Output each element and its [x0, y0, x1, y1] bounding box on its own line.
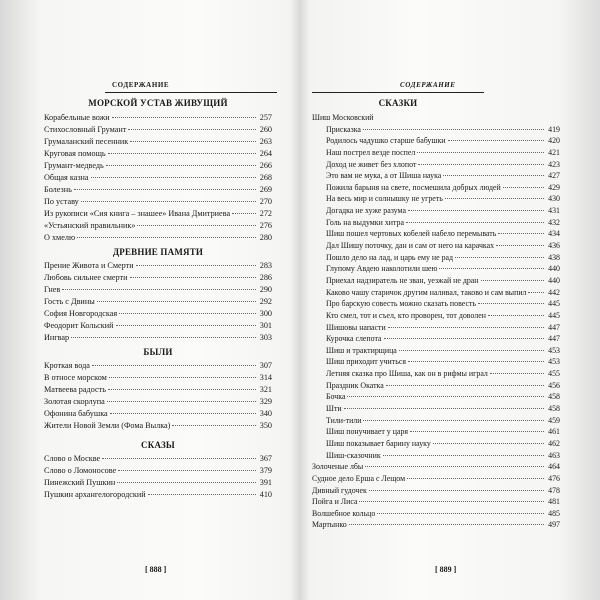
toc-entry-page: 430 — [548, 194, 560, 204]
header-rule — [312, 92, 484, 93]
toc-entry-title: На весь мир и солнышку не угреть — [326, 194, 443, 204]
dot-leader — [109, 376, 256, 378]
dot-leader — [365, 465, 544, 467]
toc-entry-title: Грумант-медведь — [44, 161, 104, 170]
dot-leader — [388, 326, 544, 328]
toc-entry — [312, 170, 560, 182]
dot-leader — [108, 388, 256, 390]
dot-leader — [81, 200, 256, 202]
toc-entry — [44, 360, 272, 372]
toc-entry — [312, 159, 560, 171]
toc-entry-title: Шиш приходит учиться — [326, 357, 406, 367]
dot-leader — [528, 291, 544, 293]
dot-leader — [137, 224, 256, 226]
toc-entry-page: 455 — [548, 369, 560, 379]
toc-entry — [44, 420, 272, 432]
toc-entry — [44, 136, 272, 148]
toc-entry-page: 283 — [259, 261, 272, 270]
dot-leader — [130, 140, 256, 142]
toc-entry-page: 350 — [259, 421, 272, 430]
toc-entry-page: 447 — [548, 322, 560, 332]
dot-leader — [106, 164, 256, 166]
running-head: СОДЕРЖАНИЕ — [400, 81, 456, 89]
toc-entry-title: Гнев — [44, 285, 61, 294]
toc-entry-page: 264 — [259, 149, 272, 158]
dot-leader — [481, 279, 544, 281]
toc-entry — [312, 438, 560, 450]
dot-leader — [117, 481, 256, 483]
toc-entry — [44, 148, 272, 160]
dot-leader — [91, 176, 256, 178]
toc-entry-page: 436 — [548, 241, 560, 251]
dot-leader — [108, 152, 256, 154]
dot-leader — [443, 174, 544, 176]
toc-entry-title: Дал Шишу поточку, дан и сам от него на карачках — [326, 241, 495, 251]
dot-leader — [417, 151, 544, 153]
toc-entry-title: Шиш пошел чертовых кобелей набело перемывать — [326, 229, 497, 239]
toc-entry-title: Золоченые лбы — [312, 462, 364, 472]
dot-leader — [386, 384, 544, 386]
toc-entry-page: 303 — [259, 333, 272, 342]
toc-entry — [312, 135, 560, 147]
dot-leader — [496, 244, 544, 246]
section-title: МОРСКОЙ УСТАВ ЖИВУЩИЙ — [88, 98, 228, 108]
toc-entry — [44, 196, 272, 208]
toc-entry-page: 321 — [259, 385, 272, 394]
toc-entry-title: Слово о Москве — [44, 454, 101, 463]
toc-list — [44, 453, 272, 501]
toc-entry — [312, 403, 560, 415]
toc-entry — [44, 408, 272, 420]
dot-leader — [399, 349, 544, 351]
toc-entry-title: Доход не живет без хлопот — [326, 159, 417, 169]
toc-entry-page: 438 — [548, 252, 560, 262]
toc-entry-title: Болезнь — [44, 185, 72, 194]
toc-entry-page: 391 — [259, 478, 272, 487]
toc-entry-title: Любовь сильнее смерти — [44, 273, 128, 282]
toc-entry-page: 421 — [548, 147, 560, 157]
toc-entry-page: 280 — [259, 233, 272, 242]
dot-leader — [363, 419, 544, 421]
dot-leader — [62, 288, 256, 290]
dot-leader — [102, 457, 256, 459]
toc-entry — [44, 296, 272, 308]
toc-entry-title: Круговая помощь — [44, 149, 106, 158]
toc-entry-page: 431 — [548, 206, 560, 216]
toc-entry-title: Офонина бабушка — [44, 409, 108, 418]
toc-entry — [312, 345, 560, 357]
dot-leader — [344, 407, 544, 409]
toc-entry — [312, 310, 560, 322]
right-page — [300, 0, 600, 600]
section-title: БЫЛИ — [143, 347, 173, 357]
toc-entry-page: 329 — [259, 397, 272, 406]
toc-entry — [44, 160, 272, 172]
toc-entry-page: 478 — [548, 485, 560, 495]
toc-entry-page: 458 — [548, 392, 560, 402]
dot-leader — [110, 412, 256, 414]
dot-leader — [74, 188, 256, 190]
toc-list — [44, 260, 272, 344]
toc-entry — [312, 240, 560, 252]
toc-entry-page: 340 — [259, 409, 272, 418]
section-title: ДРЕВНИЕ ПАМЯТИ — [112, 247, 204, 257]
toc-entry-page: 410 — [259, 490, 272, 499]
toc-entry — [44, 332, 272, 344]
toc-entry — [312, 147, 560, 159]
toc-entry-page: 485 — [548, 508, 560, 518]
toc-entry-page: 292 — [259, 297, 272, 306]
dot-leader — [119, 312, 256, 314]
dot-leader — [347, 395, 544, 397]
toc-entry-page: 481 — [548, 497, 560, 507]
toc-entry — [44, 232, 272, 244]
toc-entry-page: 458 — [548, 404, 560, 414]
toc-entry-title: Пожила барыня на свете, посмешила добрых людей — [326, 182, 501, 192]
dot-leader — [107, 400, 256, 402]
toc-entry-page: 427 — [548, 171, 560, 181]
toc-entry-title: Шиш и трактирщица — [326, 345, 397, 355]
toc-entry-page: 447 — [548, 334, 560, 344]
toc-entry-page: 440 — [548, 264, 560, 274]
toc-list — [44, 360, 272, 432]
toc-list — [312, 112, 560, 531]
toc-entry — [312, 519, 560, 531]
toc-entry — [44, 124, 272, 136]
toc-entry-title: Догадка не хуже разума — [326, 206, 406, 216]
toc-entry-title: Шиш Московский — [312, 113, 374, 122]
toc-entry-title: Корабельные вожи — [44, 113, 110, 122]
toc-entry-page: 270 — [259, 197, 272, 206]
toc-entry — [312, 124, 560, 136]
dot-leader — [359, 500, 544, 502]
dot-leader — [408, 209, 544, 211]
toc-entry — [312, 252, 560, 264]
toc-entry-title: Прение Живота и Смерти — [44, 261, 134, 270]
toc-entry-title: Праздник Окатка — [326, 380, 384, 390]
toc-entry-title: Это вам не мука, а от Шиша наука — [326, 171, 442, 181]
toc-entry-title: Общая казна — [44, 173, 89, 182]
dot-leader — [498, 232, 544, 234]
dot-leader — [363, 128, 544, 130]
toc-entry — [312, 485, 560, 497]
dot-leader — [490, 372, 544, 374]
toc-entry — [312, 461, 560, 473]
dot-leader — [418, 163, 544, 165]
toc-entry — [44, 208, 272, 220]
dot-leader — [488, 314, 544, 316]
toc-entry — [312, 228, 560, 240]
dot-leader — [455, 256, 544, 258]
toc-entry-page: 257 — [259, 113, 272, 122]
toc-entry-title: Шиш понучивает у царя — [326, 427, 409, 437]
toc-entry-page: 445 — [548, 310, 560, 320]
dot-leader — [384, 337, 544, 339]
toc-entry — [312, 368, 560, 380]
toc-entry-page: 423 — [548, 159, 560, 169]
running-head: СОДЕРЖАНИЕ — [112, 81, 170, 89]
toc-entry-page: 260 — [259, 125, 272, 134]
dot-leader — [118, 469, 256, 471]
dot-leader — [349, 523, 544, 525]
toc-entry — [312, 322, 560, 334]
toc-entry-title: Грумаланский песенник — [44, 137, 129, 146]
toc-entry — [44, 184, 272, 196]
toc-entry-page: 286 — [259, 273, 272, 282]
toc-entry-title: Гость с Двины — [44, 297, 95, 306]
toc-entry-page: 272 — [259, 209, 272, 218]
toc-entry-title: Шти — [326, 404, 342, 414]
toc-entry — [44, 172, 272, 184]
toc-entry-title: Глупому Авдею наколотили шею — [326, 264, 438, 274]
toc-entry-page: 445 — [548, 299, 560, 309]
page-number: [ 889 ] — [435, 565, 457, 574]
toc-entry-page: 268 — [259, 173, 272, 182]
toc-entry — [312, 380, 560, 392]
toc-entry-title: Летняя сказка про Шиша, как он в рифмы играл — [326, 369, 488, 379]
toc-entry-page: 429 — [548, 182, 560, 192]
toc-list — [44, 112, 272, 244]
dot-leader — [148, 493, 256, 495]
toc-entry-title: Кроткая вода — [44, 361, 90, 370]
toc-entry — [44, 320, 272, 332]
dot-leader — [377, 512, 544, 514]
dot-leader — [369, 489, 544, 491]
dot-leader — [478, 302, 544, 304]
toc-entry-title: Родилось чадушко старше бабушки — [326, 136, 446, 146]
toc-entry-title: Курочка слепота — [326, 334, 382, 344]
toc-entry-title: Присказка — [326, 124, 361, 134]
toc-entry-title: Шиш-сказочник — [326, 450, 381, 460]
toc-entry-page: 307 — [259, 361, 272, 370]
toc-entry — [44, 112, 272, 124]
toc-entry-page: 419 — [548, 124, 560, 134]
toc-entry-title: Мартынко — [312, 520, 347, 530]
toc-entry — [44, 477, 272, 489]
dot-leader — [410, 430, 544, 432]
toc-entry-page: 463 — [548, 450, 560, 460]
toc-entry — [44, 260, 272, 272]
toc-entry — [312, 112, 560, 124]
toc-entry-page: 453 — [548, 357, 560, 367]
section-title: СКАЗЫ — [141, 440, 175, 450]
toc-entry-title: Матвеева радость — [44, 385, 106, 394]
toc-entry — [44, 308, 272, 320]
toc-entry — [312, 333, 560, 345]
toc-entry-page: 440 — [548, 275, 560, 285]
dot-leader — [71, 336, 256, 338]
toc-entry — [44, 220, 272, 232]
toc-entry-page: 300 — [259, 309, 272, 318]
toc-entry-title: Наш пострел везде поспел — [326, 147, 416, 157]
toc-entry — [44, 272, 272, 284]
toc-entry — [44, 465, 272, 477]
toc-entry — [312, 496, 560, 508]
toc-entry-title: Пошло дело на лад, и царь ему не рад — [326, 252, 454, 262]
toc-entry-page: 379 — [259, 466, 272, 475]
toc-entry-title: Каково чашу старичок другим наливал, таково и сам выпил — [326, 287, 527, 297]
toc-entry-page: 442 — [548, 287, 560, 297]
toc-entry-title: Пушкин архангелогородский — [44, 490, 146, 499]
toc-entry-page: 462 — [548, 438, 560, 448]
toc-entry-page: 420 — [548, 136, 560, 146]
dot-leader — [172, 424, 256, 426]
dot-leader — [445, 197, 544, 199]
toc-entry-page: 497 — [548, 520, 560, 530]
toc-entry-title: Золотая скорлупа — [44, 397, 105, 406]
dot-leader — [136, 264, 256, 266]
toc-entry — [44, 453, 272, 465]
toc-entry-page: 459 — [548, 415, 560, 425]
toc-entry — [312, 287, 560, 299]
toc-entry-title: Дивный гудочек — [312, 485, 367, 495]
toc-entry — [44, 384, 272, 396]
dot-leader — [77, 236, 256, 238]
toc-entry — [312, 182, 560, 194]
toc-entry-page: 301 — [259, 321, 272, 330]
toc-entry-page: 314 — [259, 373, 272, 382]
dot-leader — [408, 360, 544, 362]
page-number: [ 888 ] — [145, 565, 167, 574]
toc-entry-title: Из рукописи «Сия книга – знашее» Ивана Дмитриева — [44, 209, 231, 218]
toc-entry-title: Шишовы напасти — [326, 322, 386, 332]
toc-entry-title: Судное дело Ерша с Лещом — [312, 473, 406, 483]
toc-entry — [44, 372, 272, 384]
toc-entry-title: Приехал надзиратель не зван, уезжай не дран — [326, 275, 479, 285]
toc-entry-title: Феодорит Кольский — [44, 321, 114, 330]
toc-entry-page: 290 — [259, 285, 272, 294]
toc-entry — [312, 391, 560, 403]
toc-entry-page: 434 — [548, 229, 560, 239]
toc-entry — [44, 489, 272, 501]
dot-leader — [503, 186, 544, 188]
toc-entry — [312, 275, 560, 287]
toc-entry-title: По уставу — [44, 197, 79, 206]
toc-entry-title: Пойга и Лиса — [312, 497, 358, 507]
toc-entry-page: 263 — [259, 137, 272, 146]
toc-entry-title: Голь на выдумки хитра — [326, 217, 404, 227]
toc-entry-title: Тили-тили — [326, 415, 362, 425]
toc-entry — [312, 415, 560, 427]
toc-entry — [312, 263, 560, 275]
toc-entry-title: Жители Новой Земли (Фома Вылка) — [44, 421, 171, 430]
toc-entry-title: Шиш показывает барину науку — [326, 438, 431, 448]
toc-entry-title: Пинежский Пушкин — [44, 478, 116, 487]
toc-entry — [312, 450, 560, 462]
toc-entry-title: Про барскую совесть можно сказать повесть — [326, 299, 476, 309]
toc-entry-title: Волшебное кольцо — [312, 508, 376, 518]
dot-leader — [439, 267, 544, 269]
toc-entry-page: 266 — [259, 161, 272, 170]
dot-leader — [112, 116, 256, 118]
toc-entry-title: «Устьянский правильник» — [44, 221, 136, 230]
dot-leader — [406, 221, 544, 223]
toc-entry-page: 276 — [259, 221, 272, 230]
toc-entry-page: 269 — [259, 185, 272, 194]
header-rule — [105, 92, 277, 93]
toc-entry-page: 461 — [548, 427, 560, 437]
dot-leader — [407, 477, 544, 479]
toc-entry-title: София Новгородская — [44, 309, 118, 318]
toc-entry-page: 464 — [548, 462, 560, 472]
toc-entry — [312, 205, 560, 217]
toc-entry-page: 432 — [548, 217, 560, 227]
toc-entry-title: Кто смел, тот и съел, кто проворен, тот доволен — [326, 310, 486, 320]
toc-entry-page: 453 — [548, 345, 560, 355]
toc-entry-page: 456 — [548, 380, 560, 390]
dot-leader — [128, 128, 256, 130]
dot-leader — [116, 324, 256, 326]
dot-leader — [448, 139, 544, 141]
dot-leader — [130, 276, 256, 278]
toc-entry — [312, 193, 560, 205]
section-title: СКАЗКИ — [378, 98, 418, 108]
toc-entry-title: В относе морском — [44, 373, 107, 382]
toc-entry-title: Слово о Ломоносове — [44, 466, 117, 475]
toc-entry — [312, 508, 560, 520]
dot-leader — [383, 454, 544, 456]
toc-entry-title: О хмелю — [44, 233, 76, 242]
toc-entry-page: 367 — [259, 454, 272, 463]
toc-entry-title: Ингвар — [44, 333, 70, 342]
toc-entry — [312, 356, 560, 368]
toc-entry — [44, 284, 272, 296]
toc-entry — [312, 298, 560, 310]
dot-leader — [97, 300, 256, 302]
toc-entry — [312, 473, 560, 485]
dot-leader — [232, 212, 256, 214]
toc-entry — [44, 396, 272, 408]
toc-entry — [312, 426, 560, 438]
toc-entry-title: Стихословный Грумант — [44, 125, 127, 134]
dot-leader — [92, 364, 256, 366]
toc-entry-title: Бочка — [326, 392, 346, 402]
dot-leader — [433, 442, 544, 444]
toc-entry-page: 476 — [548, 473, 560, 483]
toc-entry — [312, 217, 560, 229]
